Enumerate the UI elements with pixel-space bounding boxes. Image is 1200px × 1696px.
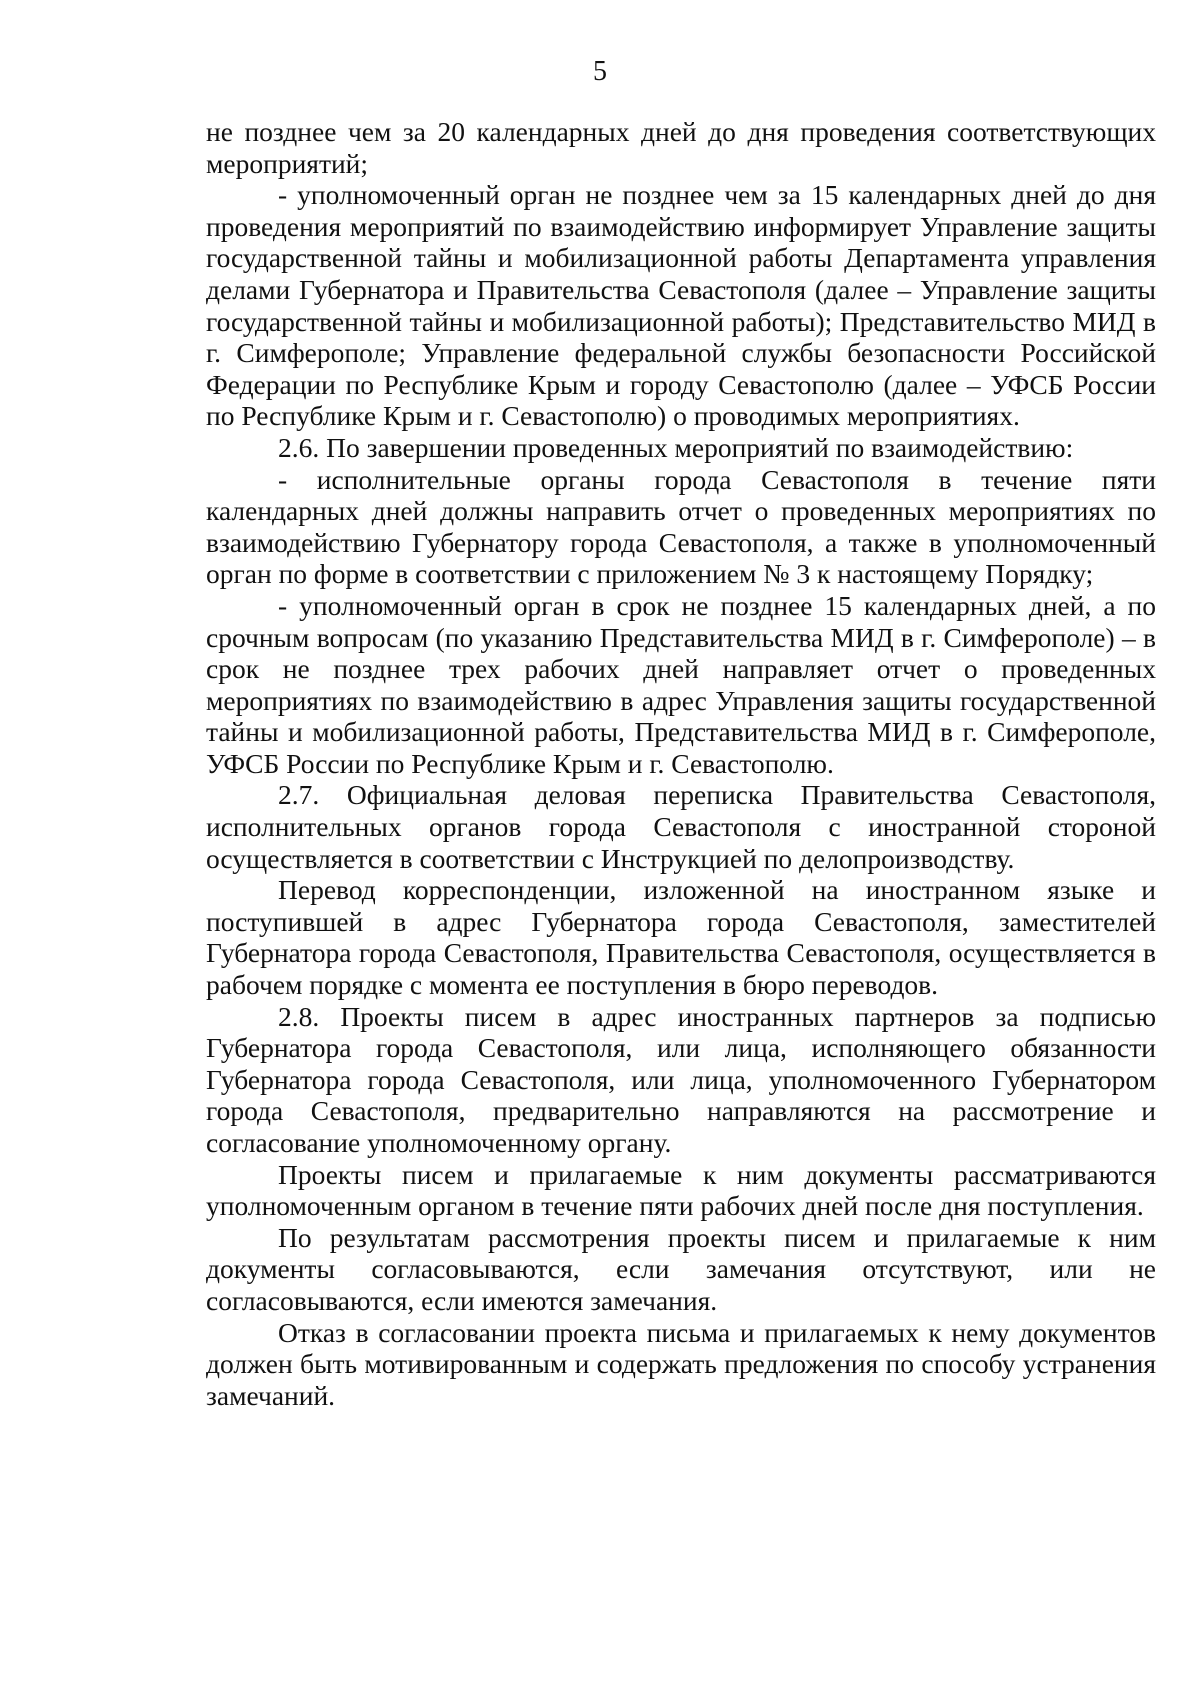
paragraph-7: Перевод корреспонденции, изложенной на иностранном языке и поступившей в адрес Губернатора города Севастополя, заместителей Губернатора города Севастополя, Правительства Севастополя, осуществляется в рабочем порядке с момента ее поступления в бюро переводов. [206,874,1156,1001]
paragraph-6: 2.7. Официальная деловая переписка Правительства Севастополя, исполнительных органов города Севастополя с иностранной стороной осуществляется в соответствии с Инструкцией по делопроизводству. [206,779,1156,874]
paragraph-2: - уполномоченный орган не позднее чем за 15 календарных дней до дня проведения мероприятий по взаимодействию информирует Управление защиты государственной тайны и мобилизационной работы Департамента управления делами Губернатора и Правительства Севастополя (далее – Управление защиты государственной тайны и мобилизационной работы); Представительство МИД в г. Симферополе; Управление федеральной службы безопасности Российской Федерации по Республике Крым и городу Севастополю (далее – УФСБ России по Республике Крым и г. Севастополю) о проводимых мероприятиях. [206,179,1156,432]
paragraph-4: - исполнительные органы города Севастополя в течение пяти календарных дней должны направить отчет о проведенных мероприятиях по взаимодействию Губернатору города Севастополя, а также в уполномоченный орган по форме в соответствии с приложением № 3 к настоящему Порядку; [206,463,1156,590]
paragraph-5: - уполномоченный орган в срок не позднее 15 календарных дней, а по срочным вопросам (по указанию Представительства МИД в г. Симферополе) – в срок не позднее трех рабочих дней направляет отчет о проведенных мероприятиях по взаимодействию в адрес Управления защиты государственной тайны и мобилизационной работы, Представительства МИД в г. Симферополе, УФСБ России по Республике Крым и г. Севастополю. [206,589,1156,779]
paragraph-1: не позднее чем за 20 календарных дней до дня проведения соответствующих мероприятий; [206,116,1156,179]
page-number: 5 [593,56,607,87]
document-body [206,116,1156,1411]
paragraph-8: 2.8. Проекты писем в адрес иностранных партнеров за подписью Губернатора города Севастополя, или лица, исполняющего обязанности Губернатора города Севастополя, или лица, уполномоченного Губернатором города Севастополя, предварительно направляются на рассмотрение и согласование уполномоченному органу. [206,1000,1156,1158]
paragraph-10: По результатам рассмотрения проекты писем и прилагаемые к ним документы согласовываются, если замечания отсутствуют, или не согласовываются, если имеются замечания. [206,1221,1156,1316]
paragraph-11: Отказ в согласовании проекта письма и прилагаемых к нему документов должен быть мотивированным и содержать предложения по способу устранения замечаний. [206,1316,1156,1411]
paragraph-9: Проекты писем и прилагаемые к ним документы рассматриваются уполномоченным органом в течение пяти рабочих дней после дня поступления. [206,1158,1156,1222]
paragraph-3: 2.6. По завершении проведенных мероприятий по взаимодействию: [278,431,1074,463]
